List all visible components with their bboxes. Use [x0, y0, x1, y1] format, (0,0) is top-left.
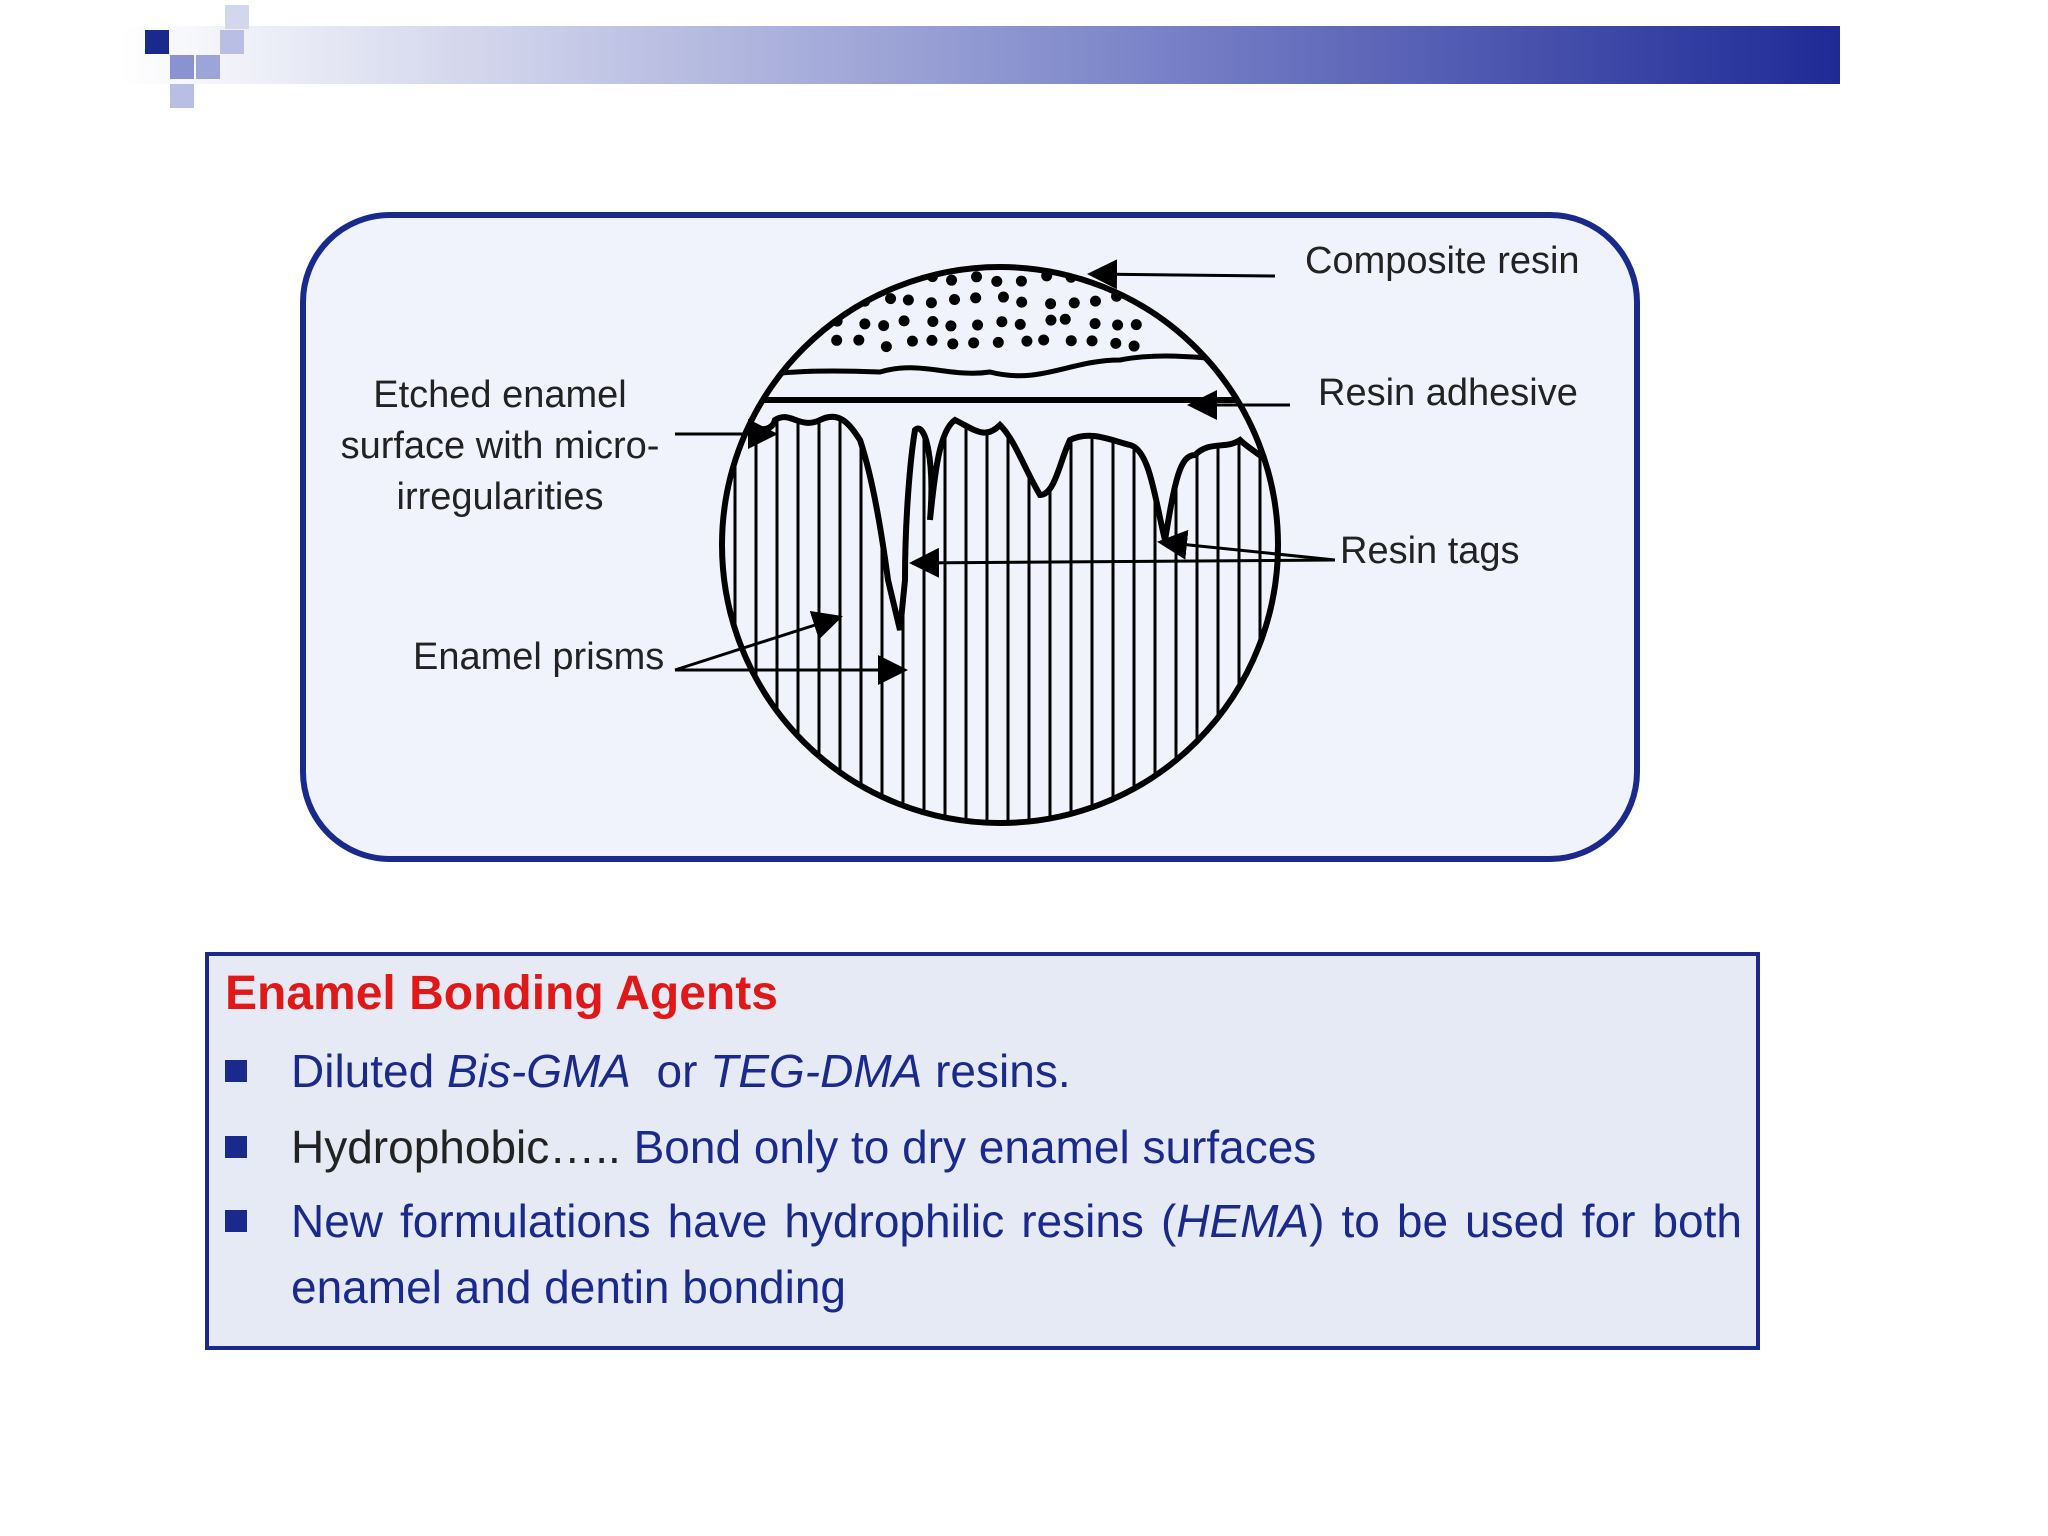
filler-particle [1038, 335, 1049, 346]
filler-particle [1061, 247, 1072, 258]
b2-hydrophobic: Hydrophobic….. [291, 1121, 621, 1173]
b1-mid: or [630, 1045, 711, 1097]
label-etched-enamel [335, 370, 665, 523]
filler-particle [831, 335, 842, 346]
filler-particle [970, 292, 981, 303]
bullet-item-3 [291, 1188, 1742, 1320]
filler-particle [1092, 254, 1103, 265]
filler-particle [1129, 341, 1140, 352]
label-etched-line2: surface with micro- [340, 425, 660, 467]
enamel-bonding-agents-box [205, 952, 1760, 1350]
filler-particle [885, 293, 896, 304]
b2-rest: Bond only to dry enamel surfaces [620, 1121, 1317, 1173]
filler-particle [1042, 250, 1053, 261]
leader-resin-tags-1 [1160, 542, 1335, 560]
filler-particle [947, 338, 958, 349]
filler-particle [1020, 248, 1031, 259]
filler-particle [880, 251, 891, 262]
filler-particle [968, 337, 979, 348]
filler-particle [1107, 270, 1118, 281]
filler-particle [1016, 276, 1027, 287]
filler-particle [859, 318, 870, 329]
filler-particle [995, 248, 1006, 259]
filler-particle [949, 294, 960, 305]
etched-enamel-surface [700, 400, 1300, 630]
filler-particle [1021, 336, 1032, 347]
filler-particle [1066, 335, 1077, 346]
bullet-item-1 [291, 1038, 1742, 1104]
filler-particle [1107, 250, 1118, 261]
filler-particle [830, 294, 841, 305]
filler-particle [1069, 297, 1080, 308]
label-resin-tags: Resin tags [1340, 530, 1520, 572]
filler-particle [927, 316, 938, 327]
b1-post: resins. [922, 1045, 1071, 1097]
filler-particle [1090, 318, 1101, 329]
filler-particle [1060, 314, 1071, 325]
filler-particle [854, 248, 865, 259]
b3-hema: HEMA [1176, 1195, 1310, 1247]
filler-particle [834, 251, 845, 262]
filler-particle [878, 320, 889, 331]
filler-particle [947, 253, 958, 264]
b3-pre: New formulations have hydrophilic resins ( [291, 1195, 1177, 1247]
filler-particle [1112, 319, 1123, 330]
filler-particle [903, 294, 914, 305]
filler-particle [1045, 315, 1056, 326]
filler-particle [946, 275, 957, 286]
adhesive-boundary [730, 356, 1260, 380]
filler-particle [899, 254, 910, 265]
label-enamel-prisms: Enamel prisms [413, 636, 665, 678]
filler-particle [1090, 296, 1101, 307]
filler-particle [926, 335, 937, 346]
label-composite-resin: Composite resin [1305, 240, 1580, 282]
filler-particle [1087, 335, 1098, 346]
leader-composite-resin [1090, 274, 1275, 276]
filler-particle [881, 341, 892, 352]
label-resin-adhesive: Resin adhesive [1318, 372, 1578, 414]
filler-particle [993, 337, 1004, 348]
bullet-square-icon [225, 1060, 247, 1082]
b1-tegdma: TEG-DMA [710, 1045, 923, 1097]
filler-particle [1016, 297, 1027, 308]
filler-particle [945, 320, 956, 331]
b3-post: ) to be used for both enamel and dentin bonding [291, 1195, 1742, 1313]
filler-particle [996, 316, 1007, 327]
filler-particle [834, 273, 845, 284]
bullet-square-icon [225, 1136, 247, 1158]
filler-particle [859, 271, 870, 282]
filler-particle [853, 335, 864, 346]
label-etched-line3: irregularities [396, 476, 604, 518]
filler-particle [998, 292, 1009, 303]
filler-particle [1045, 298, 1056, 309]
filler-particle [877, 276, 888, 287]
b1-pre: Diluted [291, 1045, 447, 1097]
filler-particle [1110, 338, 1121, 349]
filler-particle [907, 336, 918, 347]
filler-particle [971, 271, 982, 282]
filler-particle [926, 297, 937, 308]
filler-particle [974, 247, 985, 258]
filler-particle [991, 276, 1002, 287]
leader-resin-tags-2 [912, 560, 1335, 563]
b1-bisgma: Bis-GMA [446, 1045, 631, 1097]
bullet-square-icon [225, 1210, 247, 1232]
filler-particle [927, 250, 938, 261]
filler-particle [899, 315, 910, 326]
bullet-item-2 [291, 1114, 1742, 1180]
filler-particle [1015, 319, 1026, 330]
box-title: Enamel Bonding Agents [225, 967, 778, 1020]
filler-particle [1131, 319, 1142, 330]
label-etched-line1: Etched enamel [373, 374, 627, 416]
filler-particle [972, 319, 983, 330]
filler-particle [1138, 248, 1149, 259]
